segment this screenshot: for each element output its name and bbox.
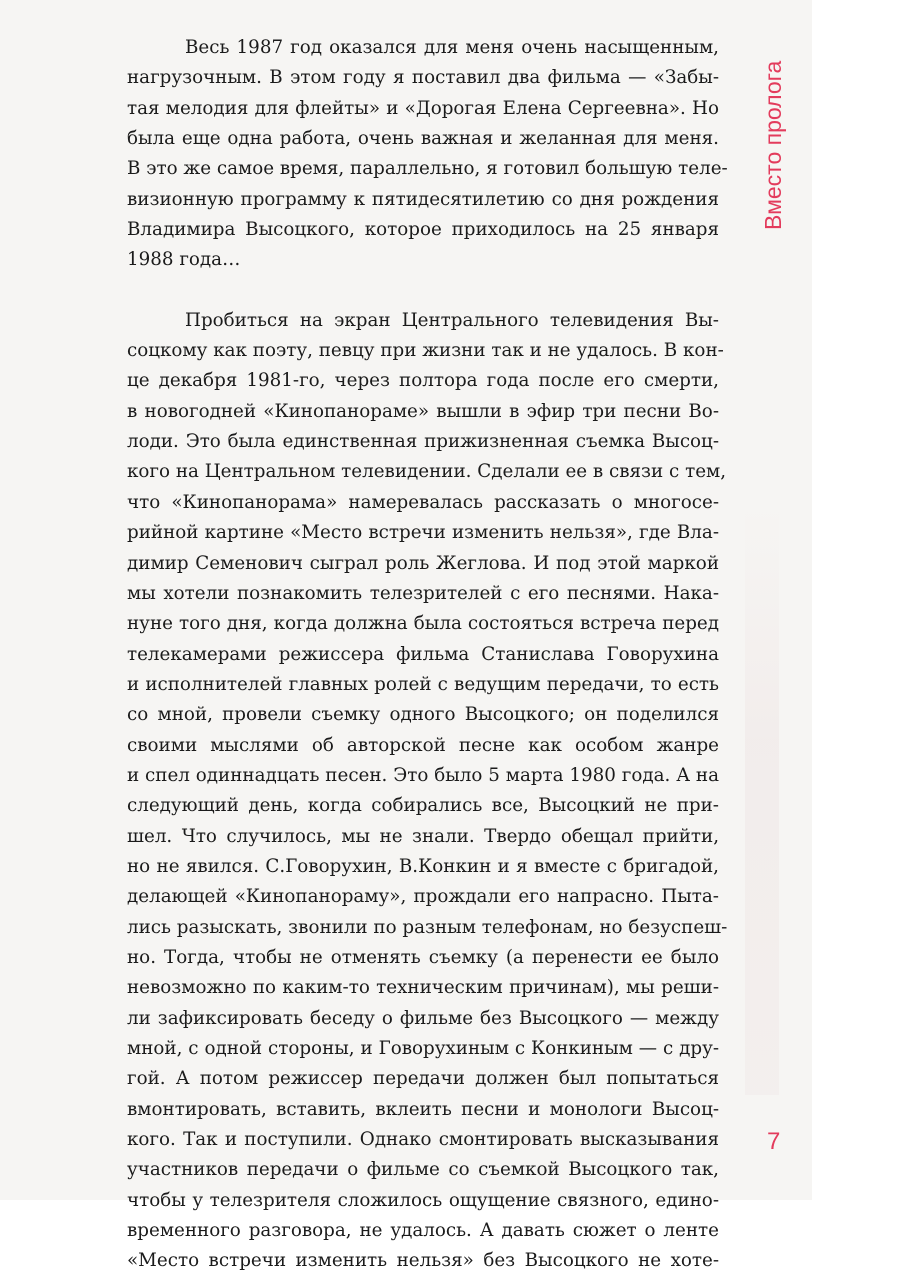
- text-line: ли зафиксировать беседу о фильме без Высоцкого — между: [127, 1007, 719, 1029]
- text-line: шел. Что случилось, мы не знали. Твердо обещал прийти,: [127, 825, 719, 847]
- text-line: в новогодней «Кинопанораме» вышли в эфир три песни Во-: [127, 400, 719, 422]
- running-header-vertical: Вместо пролога: [760, 60, 786, 230]
- right-page-margin: [812, 0, 900, 1200]
- page-number: 7: [767, 1128, 781, 1155]
- text-line: лоди. Это была единственная прижизненная съемка Высоц-: [127, 431, 719, 453]
- text-line: Весь 1987 год оказался для меня очень насыщенным,: [185, 37, 719, 58]
- text-line: Владимира Высоцкого, которое приходилось на 25 января: [127, 219, 719, 241]
- text-line: кого на Центральном телевидении. Сделали ее в связи с тем,: [127, 461, 727, 483]
- text-line: мной, с одной стороны, и Говорухиным с Конкиным — с дру-: [127, 1038, 719, 1059]
- text-line: «Место встречи изменить нельзя» без Высоцкого не хоте-: [127, 1250, 719, 1272]
- text-line: со мной, провели съемку одного Высоцкого; он поделился: [127, 704, 719, 726]
- text-line: но. Тогда, чтобы не отменять съемку (а перенести ее было: [127, 946, 719, 968]
- paragraph-2: [127, 306, 728, 1277]
- text-line: лись разыскать, звонили по разным телефонам, но безуспеш-: [127, 916, 728, 938]
- bleed-through-shadow: [745, 505, 779, 1095]
- text-line: соцкому как поэту, певцу при жизни так и не удалось. В кон-: [127, 340, 724, 362]
- text-line: участников передачи о фильме со съемкой Высоцкого так,: [127, 1159, 719, 1181]
- text-line: це декабря 1981-го, через полтора года после его смерти,: [127, 370, 719, 392]
- text-line: нуне того дня, когда должна была состояться встреча перед: [127, 613, 719, 635]
- text-line: рийной картине «Место встречи изменить нельзя», где Вла-: [127, 522, 719, 544]
- text-line: мы хотели познакомить телезрителей с его песнями. Нака-: [127, 582, 719, 604]
- text-line: и исполнителей главных ролей с ведущим передачи, то есть: [127, 673, 719, 695]
- text-line: 1988 года…: [127, 249, 241, 271]
- text-line: димир Семенович сыграл роль Жеглова. И под этой маркой: [127, 552, 719, 574]
- text-line: невозможно по каким-то техническим причинам), мы реши-: [127, 977, 719, 999]
- text-line: была еще одна работа, очень важная и желанная для меня.: [127, 128, 719, 150]
- text-line: временного разговора, не удалось. А давать сюжет о ленте: [127, 1220, 719, 1242]
- text-line: и спел одиннадцать песен. Это было 5 марта 1980 года. А на: [127, 764, 719, 786]
- text-line: В это же самое время, параллельно, я готовил большую теле-: [127, 158, 728, 180]
- paragraph-1: [127, 33, 728, 276]
- text-line: тая мелодия для флейты» и «Дорогая Елена Сергеевна». Но: [127, 97, 719, 119]
- text-line: телекамерами режиссера фильма Станислава Говорухина: [127, 643, 719, 665]
- text-line: вмонтировать, вставить, вклеить песни и монологи Высоц-: [127, 1098, 719, 1120]
- text-line: Пробиться на экран Центрального телевидения Вы-: [185, 309, 719, 331]
- text-line: следующий день, когда собирались все, Высоцкий не при-: [127, 795, 719, 817]
- text-line: гой. А потом режиссер передачи должен был попытаться: [127, 1068, 719, 1090]
- paragraph-spacer: [127, 276, 719, 306]
- text-line: своими мыслями об авторской песне как особом жанре: [127, 734, 719, 756]
- text-line: чтобы у телезрителя сложилось ощущение связного, едино-: [127, 1189, 719, 1211]
- text-line: нагрузочным. В этом году я поставил два фильма — «Забы-: [127, 67, 719, 89]
- body-text: [127, 33, 728, 1277]
- text-line: кого. Так и поступили. Однако смонтировать высказывания: [127, 1129, 719, 1151]
- text-line: но не явился. С.Говорухин, В.Конкин и я вместе с бригадой,: [127, 855, 719, 877]
- text-line: что «Кинопанорама» намеревалась рассказать о многосе-: [127, 491, 719, 513]
- text-line: визионную программу к пятидесятилетию со дня рождения: [127, 188, 719, 210]
- text-line: делающей «Кинопанораму», прождали его напрасно. Пыта-: [127, 886, 719, 908]
